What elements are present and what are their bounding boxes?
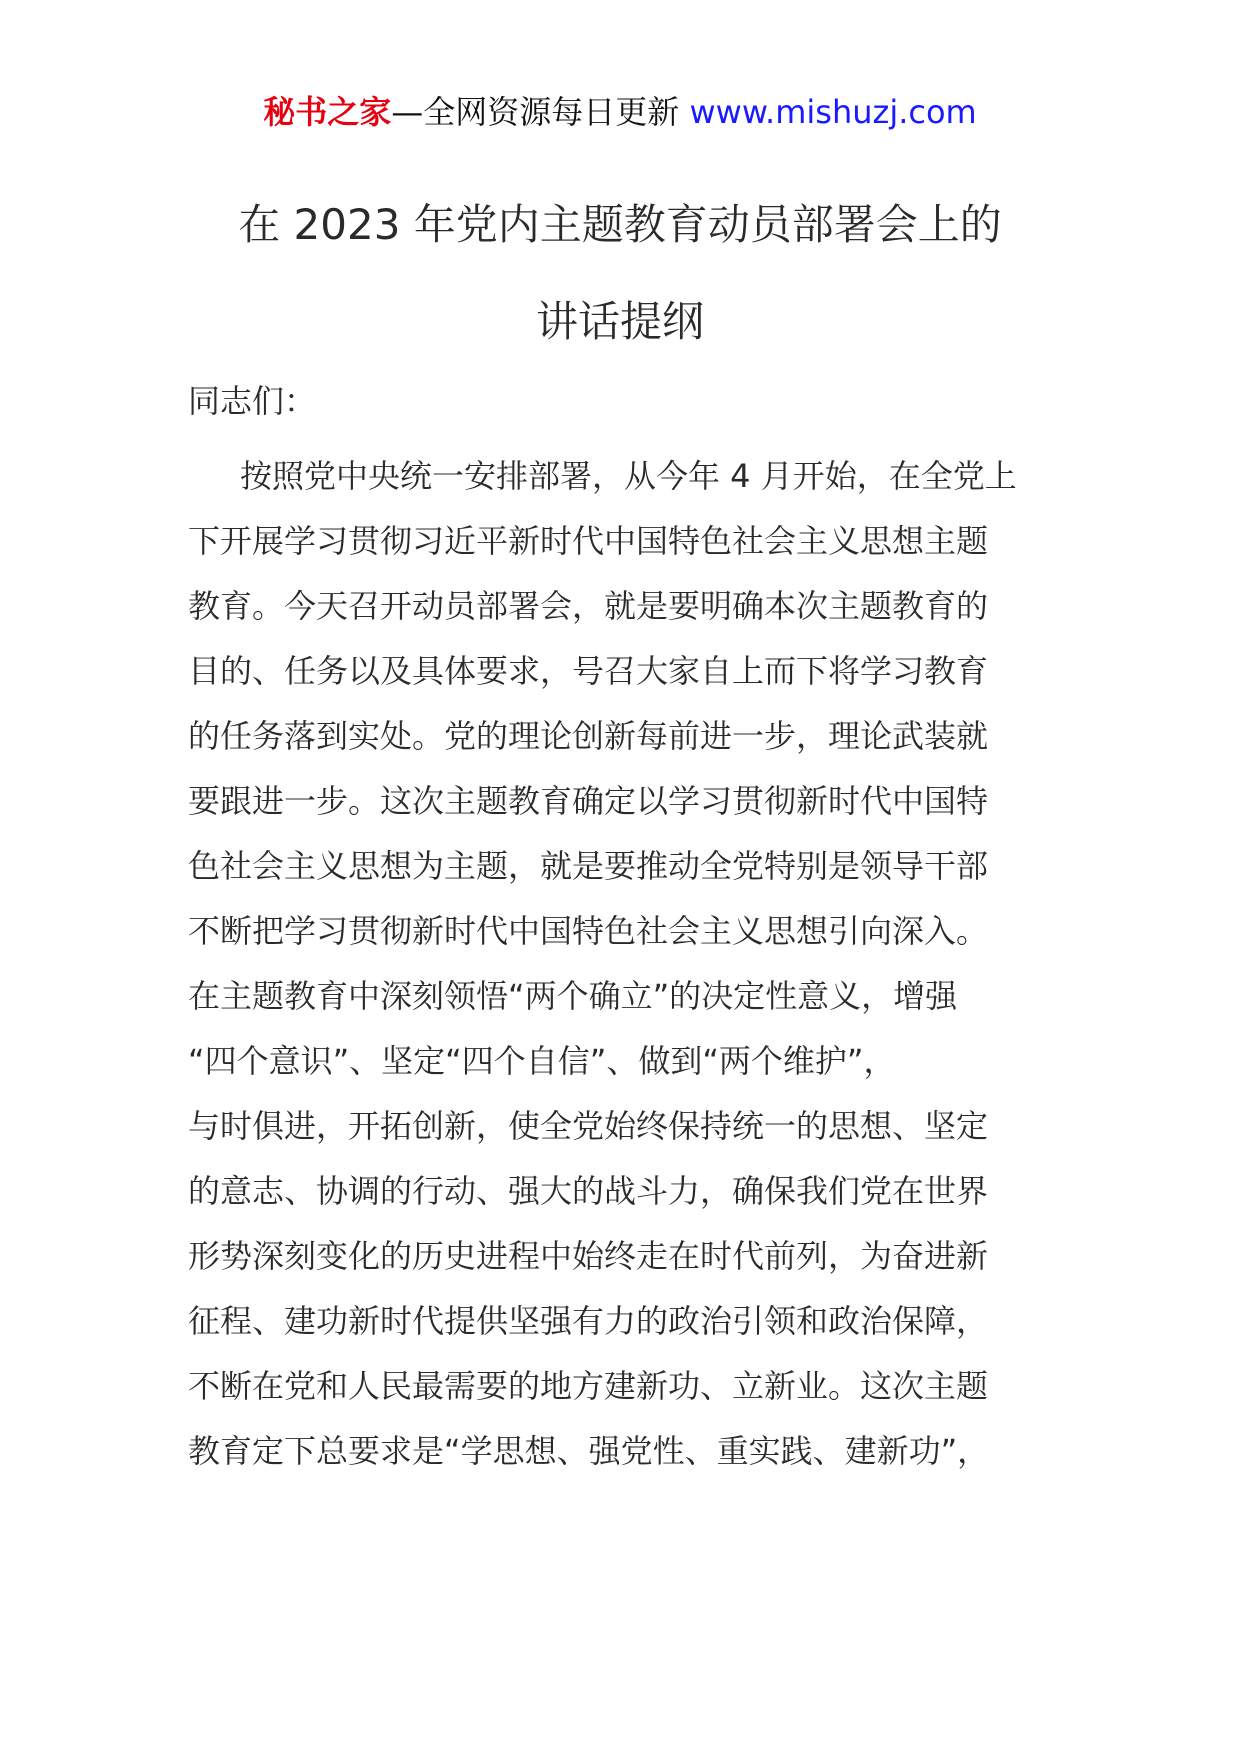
body-paragraph (188, 444, 1048, 1484)
paragraph-line: 的意志、协调的行动、强大的战斗力，确保我们党在世界 (188, 1172, 989, 1210)
site-url-link[interactable]: www.mishuzj.com (689, 93, 977, 131)
paragraph-line: 的任务落到实处。党的理论创新每前进一步，理论武装就 (188, 717, 989, 755)
paragraph-line: 按照党中央统一安排部署，从今年 4 月开始，在全党上 (240, 457, 1017, 495)
paragraph-line: 教育定下总要求是“学思想、强党性、重实践、建新功”， (188, 1432, 990, 1470)
paragraph-line: 教育。今天召开动员部署会，就是要明确本次主题教育的 (188, 587, 989, 625)
paragraph-line: “四个意识”、坚定“四个自信”、做到“两个维护”， (188, 1042, 896, 1080)
header-tagline: —全网资源每日更新 (391, 93, 680, 131)
paragraph-line: 征程、建功新时代提供坚强有力的政治引领和政治保障， (188, 1302, 989, 1340)
site-header (0, 92, 1240, 132)
paragraph-line: 下开展学习贯彻习近平新时代中国特色社会主义思想主题 (188, 522, 989, 560)
salutation: 同志们： (188, 382, 317, 420)
paragraph-line: 不断把学习贯彻新时代中国特色社会主义思想引向深入。 (188, 912, 989, 950)
paragraph-line: 与时俱进，开拓创新，使全党始终保持统一的思想、坚定 (188, 1107, 989, 1145)
paragraph-line: 要跟进一步。这次主题教育确定以学习贯彻新时代中国特 (188, 782, 989, 820)
paragraph-line: 在主题教育中深刻领悟“两个确立”的决定性意义，增强 (188, 977, 958, 1015)
paragraph-line: 目的、任务以及具体要求，号召大家自上而下将学习教育 (188, 652, 989, 690)
paragraph-line: 形势深刻变化的历史进程中始终走在时代前列，为奋进新 (188, 1237, 989, 1275)
paragraph-line: 不断在党和人民最需要的地方建新功、立新业。这次主题 (188, 1367, 989, 1405)
document-title-line-2: 讲话提纲 (535, 297, 704, 346)
paragraph-line: 色社会主义思想为主题，就是要推动全党特别是领导干部 (188, 847, 989, 885)
document-title-line-1: 在 2023 年党内主题教育动员部署会上的 (238, 200, 1002, 249)
brand-name: 秘书之家 (263, 93, 392, 131)
